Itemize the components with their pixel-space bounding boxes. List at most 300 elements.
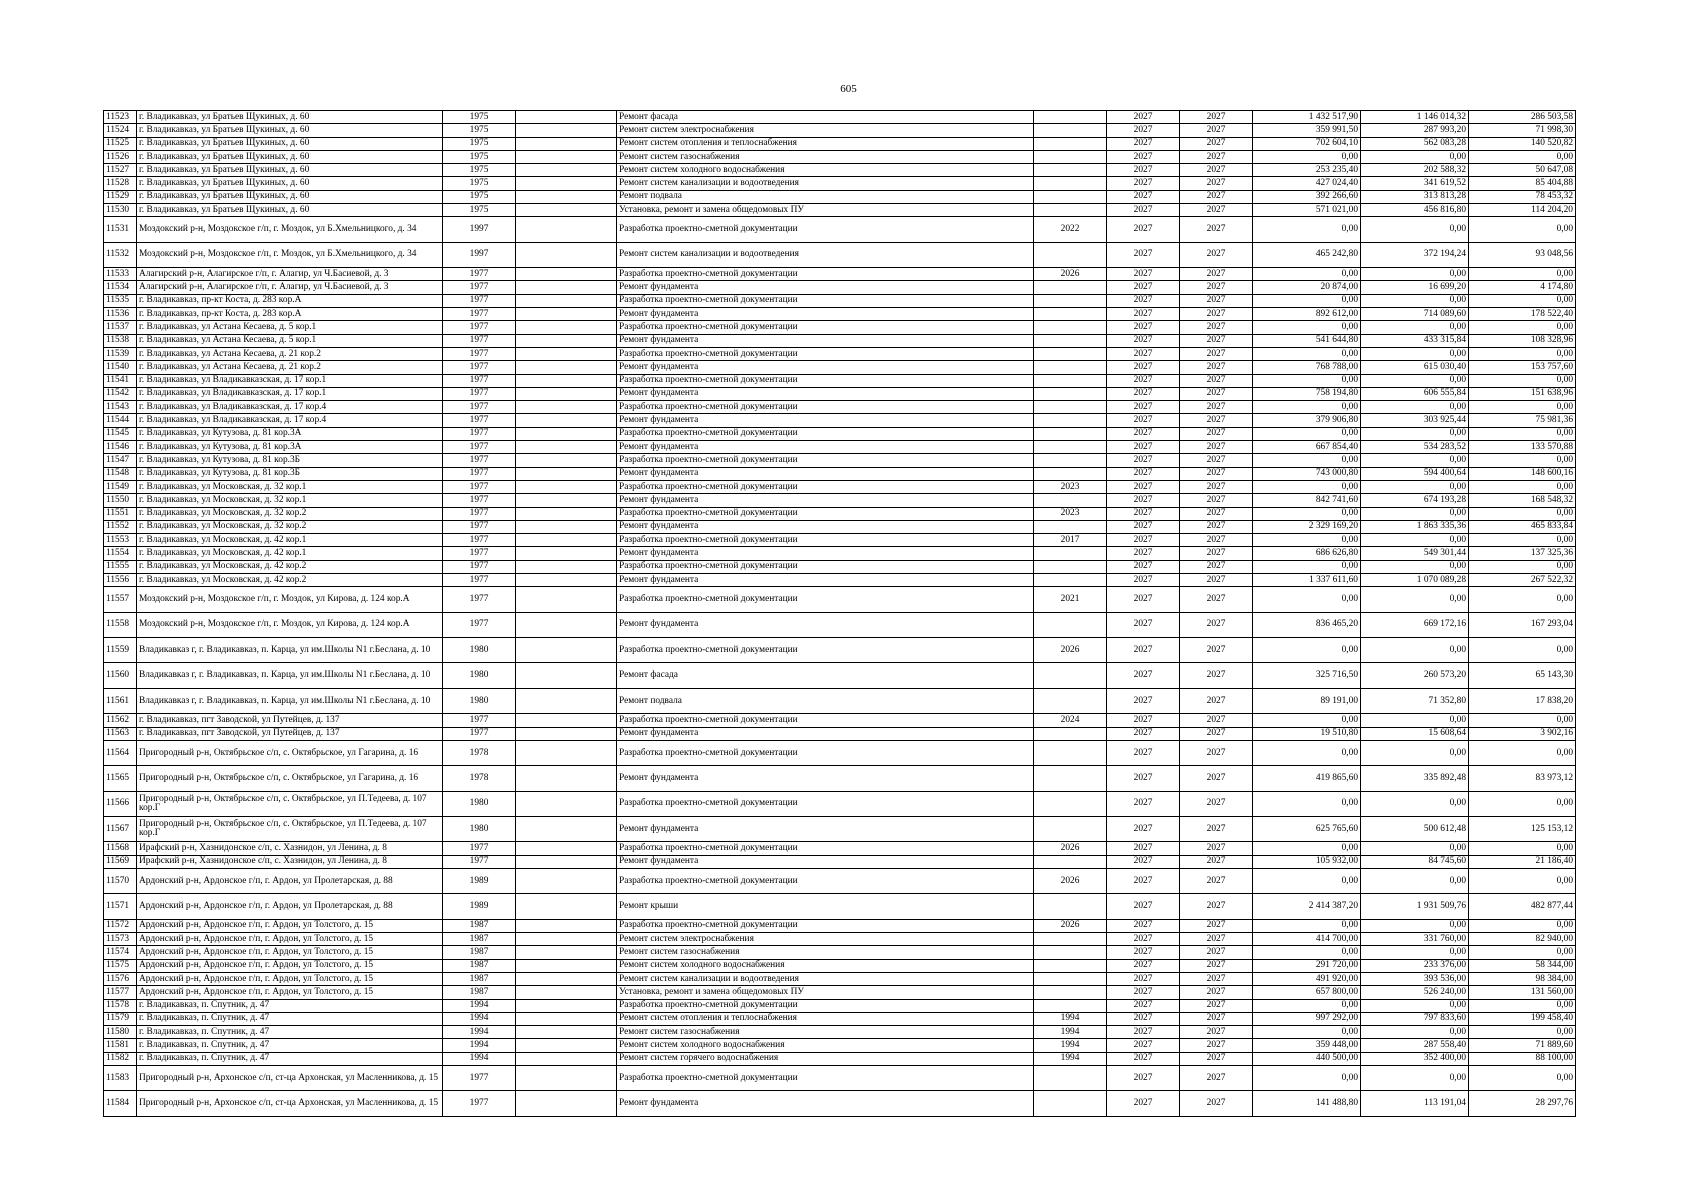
address-cell: г. Владикавказ, ул Московская, д. 42 кор.1 xyxy=(137,547,443,560)
fund-cost-cell: 526 240,00 xyxy=(1361,986,1469,999)
build-year-cell: 1977 xyxy=(443,1066,516,1091)
empty-cell xyxy=(516,1066,617,1091)
owner-cost-cell: 21 186,40 xyxy=(1469,855,1576,868)
owner-cost-cell: 0,00 xyxy=(1469,560,1576,573)
fund-cost-cell: 0,00 xyxy=(1361,842,1469,855)
work-type-cell: Разработка проектно-сметной документации xyxy=(617,999,1034,1012)
work-type-cell: Ремонт систем канализации и водоотведения xyxy=(617,972,1034,985)
row-number: 11541 xyxy=(104,374,137,387)
fund-cost-cell: 0,00 xyxy=(1361,638,1469,663)
plan-start-year-cell: 2027 xyxy=(1107,414,1180,427)
last-repair-year-cell xyxy=(1034,855,1107,868)
total-cost-cell: 571 021,00 xyxy=(1253,204,1361,217)
row-number: 11561 xyxy=(104,688,137,713)
owner-cost-cell: 125 153,12 xyxy=(1469,817,1576,842)
build-year-cell: 1975 xyxy=(443,190,516,203)
build-year-cell: 1977 xyxy=(443,374,516,387)
table-row xyxy=(104,573,1576,586)
address-cell: г. Владикавказ, ул Владикавказская, д. 17 кор.1 xyxy=(137,387,443,400)
last-repair-year-cell xyxy=(1034,190,1107,203)
row-number: 11524 xyxy=(104,124,137,137)
last-repair-year-cell xyxy=(1034,177,1107,190)
total-cost-cell: 325 716,50 xyxy=(1253,663,1361,688)
address-cell: г. Владикавказ, п. Спутник, д. 47 xyxy=(137,999,443,1012)
fund-cost-cell: 0,00 xyxy=(1361,217,1469,242)
empty-cell xyxy=(516,480,617,493)
table-row xyxy=(104,547,1576,560)
fund-cost-cell: 0,00 xyxy=(1361,268,1469,281)
row-number: 11570 xyxy=(104,868,137,893)
address-cell: г. Владикавказ, ул Владикавказская, д. 17 кор.4 xyxy=(137,401,443,414)
work-type-cell: Ремонт фасада xyxy=(617,663,1034,688)
empty-cell xyxy=(516,387,617,400)
last-repair-year-cell: 2023 xyxy=(1034,507,1107,520)
row-number: 11535 xyxy=(104,294,137,307)
empty-cell xyxy=(516,946,617,959)
row-number: 11558 xyxy=(104,612,137,637)
plan-start-year-cell: 2027 xyxy=(1107,766,1180,791)
last-repair-year-cell xyxy=(1034,321,1107,334)
total-cost-cell: 0,00 xyxy=(1253,268,1361,281)
plan-end-year-cell: 2027 xyxy=(1180,374,1253,387)
table-row xyxy=(104,986,1576,999)
last-repair-year-cell xyxy=(1034,361,1107,374)
row-number: 11552 xyxy=(104,520,137,533)
plan-end-year-cell: 2027 xyxy=(1180,204,1253,217)
total-cost-cell: 0,00 xyxy=(1253,321,1361,334)
total-cost-cell: 0,00 xyxy=(1253,480,1361,493)
last-repair-year-cell: 2023 xyxy=(1034,480,1107,493)
owner-cost-cell: 50 647,08 xyxy=(1469,164,1576,177)
address-cell: г. Владикавказ, пгт Заводской, ул Путейцев, д. 137 xyxy=(137,714,443,727)
build-year-cell: 1975 xyxy=(443,137,516,150)
address-cell: Пригородный р-н, Октябрьское с/п, с. Октябрьское, ул Гагарина, д. 16 xyxy=(137,740,443,765)
owner-cost-cell: 199 458,40 xyxy=(1469,1012,1576,1025)
total-cost-cell: 1 432 517,90 xyxy=(1253,111,1361,124)
row-number: 11527 xyxy=(104,164,137,177)
work-type-cell: Разработка проектно-сметной документации xyxy=(617,294,1034,307)
owner-cost-cell: 85 404,88 xyxy=(1469,177,1576,190)
table-row xyxy=(104,946,1576,959)
empty-cell xyxy=(516,663,617,688)
owner-cost-cell: 0,00 xyxy=(1469,268,1576,281)
last-repair-year-cell xyxy=(1034,414,1107,427)
owner-cost-cell: 286 503,58 xyxy=(1469,111,1576,124)
owner-cost-cell: 131 560,00 xyxy=(1469,986,1576,999)
row-number: 11580 xyxy=(104,1026,137,1039)
fund-cost-cell: 16 699,20 xyxy=(1361,281,1469,294)
fund-cost-cell: 615 030,40 xyxy=(1361,361,1469,374)
total-cost-cell: 667 854,40 xyxy=(1253,441,1361,454)
plan-end-year-cell: 2027 xyxy=(1180,441,1253,454)
total-cost-cell: 2 414 387,20 xyxy=(1253,894,1361,919)
address-cell: г. Владикавказ, пгт Заводской, ул Путейцев, д. 137 xyxy=(137,727,443,740)
work-type-cell: Ремонт фасада xyxy=(617,111,1034,124)
build-year-cell: 1987 xyxy=(443,959,516,972)
build-year-cell: 1975 xyxy=(443,111,516,124)
plan-start-year-cell: 2027 xyxy=(1107,894,1180,919)
build-year-cell: 1977 xyxy=(443,612,516,637)
table-row xyxy=(104,427,1576,440)
plan-end-year-cell: 2027 xyxy=(1180,268,1253,281)
plan-end-year-cell: 2027 xyxy=(1180,242,1253,267)
plan-start-year-cell: 2027 xyxy=(1107,1066,1180,1091)
address-cell: Ирафский р-н, Хазнидонское с/п, с. Хазнидон, ул Ленина, д. 8 xyxy=(137,855,443,868)
empty-cell xyxy=(516,124,617,137)
total-cost-cell: 359 991,50 xyxy=(1253,124,1361,137)
plan-end-year-cell: 2027 xyxy=(1180,507,1253,520)
plan-end-year-cell: 2027 xyxy=(1180,520,1253,533)
address-cell: г. Владикавказ, ул Братьев Щукиных, д. 60 xyxy=(137,177,443,190)
total-cost-cell: 686 626,80 xyxy=(1253,547,1361,560)
work-type-cell: Ремонт систем газоснабжения xyxy=(617,946,1034,959)
address-cell: Владикавказ г, г. Владикавказ, п. Карца, ул им.Школы N1 г.Беслана, д. 10 xyxy=(137,638,443,663)
empty-cell xyxy=(516,520,617,533)
total-cost-cell: 105 932,00 xyxy=(1253,855,1361,868)
last-repair-year-cell xyxy=(1034,740,1107,765)
plan-start-year-cell: 2027 xyxy=(1107,612,1180,637)
build-year-cell: 1977 xyxy=(443,714,516,727)
empty-cell xyxy=(516,150,617,163)
plan-start-year-cell: 2027 xyxy=(1107,111,1180,124)
row-number: 11530 xyxy=(104,204,137,217)
plan-start-year-cell: 2027 xyxy=(1107,663,1180,688)
work-type-cell: Ремонт подвала xyxy=(617,688,1034,713)
last-repair-year-cell xyxy=(1034,999,1107,1012)
fund-cost-cell: 594 400,64 xyxy=(1361,467,1469,480)
owner-cost-cell: 168 548,32 xyxy=(1469,494,1576,507)
plan-start-year-cell: 2027 xyxy=(1107,638,1180,663)
build-year-cell: 1977 xyxy=(443,321,516,334)
total-cost-cell: 743 000,80 xyxy=(1253,467,1361,480)
total-cost-cell: 0,00 xyxy=(1253,560,1361,573)
owner-cost-cell: 140 520,82 xyxy=(1469,137,1576,150)
owner-cost-cell: 0,00 xyxy=(1469,401,1576,414)
fund-cost-cell: 0,00 xyxy=(1361,868,1469,893)
build-year-cell: 1977 xyxy=(443,347,516,360)
table-row xyxy=(104,374,1576,387)
work-type-cell: Ремонт фундамента xyxy=(617,727,1034,740)
total-cost-cell: 291 720,00 xyxy=(1253,959,1361,972)
total-cost-cell: 0,00 xyxy=(1253,791,1361,816)
owner-cost-cell: 0,00 xyxy=(1469,791,1576,816)
row-number: 11544 xyxy=(104,414,137,427)
empty-cell xyxy=(516,740,617,765)
owner-cost-cell: 0,00 xyxy=(1469,454,1576,467)
plan-end-year-cell: 2027 xyxy=(1180,347,1253,360)
empty-cell xyxy=(516,560,617,573)
plan-end-year-cell: 2027 xyxy=(1180,401,1253,414)
empty-cell xyxy=(516,817,617,842)
owner-cost-cell: 0,00 xyxy=(1469,217,1576,242)
build-year-cell: 1977 xyxy=(443,281,516,294)
fund-cost-cell: 0,00 xyxy=(1361,401,1469,414)
last-repair-year-cell xyxy=(1034,817,1107,842)
last-repair-year-cell xyxy=(1034,972,1107,985)
table-row xyxy=(104,242,1576,267)
build-year-cell: 1977 xyxy=(443,387,516,400)
build-year-cell: 1994 xyxy=(443,1052,516,1065)
empty-cell xyxy=(516,933,617,946)
plan-start-year-cell: 2027 xyxy=(1107,547,1180,560)
owner-cost-cell: 0,00 xyxy=(1469,1026,1576,1039)
address-cell: г. Владикавказ, ул Братьев Щукиных, д. 60 xyxy=(137,164,443,177)
fund-cost-cell: 113 191,04 xyxy=(1361,1091,1469,1116)
empty-cell xyxy=(516,334,617,347)
fund-cost-cell: 202 588,32 xyxy=(1361,164,1469,177)
plan-start-year-cell: 2027 xyxy=(1107,150,1180,163)
work-type-cell: Ремонт систем канализации и водоотведения xyxy=(617,177,1034,190)
plan-start-year-cell: 2027 xyxy=(1107,855,1180,868)
empty-cell xyxy=(516,547,617,560)
address-cell: Владикавказ г, г. Владикавказ, п. Карца, ул им.Школы N1 г.Беслана, д. 10 xyxy=(137,688,443,713)
last-repair-year-cell: 2022 xyxy=(1034,217,1107,242)
plan-start-year-cell: 2027 xyxy=(1107,204,1180,217)
build-year-cell: 1994 xyxy=(443,1026,516,1039)
empty-cell xyxy=(516,1039,617,1052)
address-cell: Моздокский р-н, Моздокское г/п, г. Моздок, ул Б.Хмельницкого, д. 34 xyxy=(137,242,443,267)
empty-cell xyxy=(516,714,617,727)
row-number: 11537 xyxy=(104,321,137,334)
plan-start-year-cell: 2027 xyxy=(1107,933,1180,946)
row-number: 11540 xyxy=(104,361,137,374)
last-repair-year-cell xyxy=(1034,688,1107,713)
plan-start-year-cell: 2027 xyxy=(1107,534,1180,547)
total-cost-cell: 0,00 xyxy=(1253,638,1361,663)
plan-start-year-cell: 2027 xyxy=(1107,217,1180,242)
row-number: 11578 xyxy=(104,999,137,1012)
plan-end-year-cell: 2027 xyxy=(1180,217,1253,242)
table-row xyxy=(104,740,1576,765)
last-repair-year-cell xyxy=(1034,281,1107,294)
total-cost-cell: 0,00 xyxy=(1253,1026,1361,1039)
total-cost-cell: 0,00 xyxy=(1253,587,1361,612)
total-cost-cell: 702 604,10 xyxy=(1253,137,1361,150)
total-cost-cell: 0,00 xyxy=(1253,454,1361,467)
fund-cost-cell: 303 925,44 xyxy=(1361,414,1469,427)
plan-start-year-cell: 2027 xyxy=(1107,573,1180,586)
plan-end-year-cell: 2027 xyxy=(1180,111,1253,124)
last-repair-year-cell xyxy=(1034,467,1107,480)
address-cell: г. Владикавказ, ул Астана Кесаева, д. 5 кор.1 xyxy=(137,334,443,347)
row-number: 11533 xyxy=(104,268,137,281)
plan-start-year-cell: 2027 xyxy=(1107,959,1180,972)
last-repair-year-cell: 2026 xyxy=(1034,919,1107,932)
address-cell: Ардонский р-н, Ардонское г/п, г. Ардон, ул Толстого, д. 15 xyxy=(137,986,443,999)
fund-cost-cell: 331 760,00 xyxy=(1361,933,1469,946)
fund-cost-cell: 0,00 xyxy=(1361,560,1469,573)
last-repair-year-cell xyxy=(1034,520,1107,533)
empty-cell xyxy=(516,111,617,124)
build-year-cell: 1980 xyxy=(443,663,516,688)
address-cell: г. Владикавказ, ул Московская, д. 32 кор.1 xyxy=(137,494,443,507)
empty-cell xyxy=(516,855,617,868)
plan-end-year-cell: 2027 xyxy=(1180,164,1253,177)
build-year-cell: 1977 xyxy=(443,573,516,586)
empty-cell xyxy=(516,868,617,893)
empty-cell xyxy=(516,959,617,972)
address-cell: г. Владикавказ, ул Братьев Щукиных, д. 60 xyxy=(137,137,443,150)
build-year-cell: 1975 xyxy=(443,150,516,163)
work-type-cell: Ремонт фундамента xyxy=(617,414,1034,427)
total-cost-cell: 253 235,40 xyxy=(1253,164,1361,177)
build-year-cell: 1977 xyxy=(443,534,516,547)
work-type-cell: Разработка проектно-сметной документации xyxy=(617,454,1034,467)
address-cell: Ардонский р-н, Ардонское г/п, г. Ардон, ул Толстого, д. 15 xyxy=(137,946,443,959)
table-row xyxy=(104,1026,1576,1039)
address-cell: г. Владикавказ, ул Московская, д. 42 кор.2 xyxy=(137,560,443,573)
build-year-cell: 1977 xyxy=(443,294,516,307)
address-cell: г. Владикавказ, ул Братьев Щукиных, д. 60 xyxy=(137,190,443,203)
last-repair-year-cell xyxy=(1034,560,1107,573)
owner-cost-cell: 133 570,88 xyxy=(1469,441,1576,454)
plan-start-year-cell: 2027 xyxy=(1107,1039,1180,1052)
work-type-cell: Разработка проектно-сметной документации xyxy=(617,791,1034,816)
total-cost-cell: 379 906,80 xyxy=(1253,414,1361,427)
repair-program-table xyxy=(103,110,1576,1117)
plan-end-year-cell: 2027 xyxy=(1180,177,1253,190)
last-repair-year-cell xyxy=(1034,334,1107,347)
row-number: 11574 xyxy=(104,946,137,959)
build-year-cell: 1987 xyxy=(443,919,516,932)
fund-cost-cell: 0,00 xyxy=(1361,999,1469,1012)
plan-start-year-cell: 2027 xyxy=(1107,177,1180,190)
work-type-cell: Разработка проектно-сметной документации xyxy=(617,868,1034,893)
fund-cost-cell: 15 608,64 xyxy=(1361,727,1469,740)
empty-cell xyxy=(516,414,617,427)
plan-start-year-cell: 2027 xyxy=(1107,587,1180,612)
owner-cost-cell: 0,00 xyxy=(1469,480,1576,493)
fund-cost-cell: 260 573,20 xyxy=(1361,663,1469,688)
empty-cell xyxy=(516,791,617,816)
work-type-cell: Ремонт систем холодного водоснабжения xyxy=(617,1039,1034,1052)
total-cost-cell: 0,00 xyxy=(1253,534,1361,547)
fund-cost-cell: 433 315,84 xyxy=(1361,334,1469,347)
last-repair-year-cell: 1994 xyxy=(1034,1012,1107,1025)
total-cost-cell: 0,00 xyxy=(1253,1066,1361,1091)
fund-cost-cell: 352 400,00 xyxy=(1361,1052,1469,1065)
build-year-cell: 1975 xyxy=(443,164,516,177)
table-row xyxy=(104,217,1576,242)
total-cost-cell: 0,00 xyxy=(1253,150,1361,163)
row-number: 11548 xyxy=(104,467,137,480)
last-repair-year-cell: 2024 xyxy=(1034,714,1107,727)
last-repair-year-cell xyxy=(1034,441,1107,454)
owner-cost-cell: 17 838,20 xyxy=(1469,688,1576,713)
build-year-cell: 1987 xyxy=(443,933,516,946)
plan-start-year-cell: 2027 xyxy=(1107,740,1180,765)
total-cost-cell: 625 765,60 xyxy=(1253,817,1361,842)
empty-cell xyxy=(516,374,617,387)
total-cost-cell: 0,00 xyxy=(1253,294,1361,307)
empty-cell xyxy=(516,281,617,294)
last-repair-year-cell xyxy=(1034,294,1107,307)
plan-end-year-cell: 2027 xyxy=(1180,1052,1253,1065)
owner-cost-cell: 98 384,00 xyxy=(1469,972,1576,985)
plan-end-year-cell: 2027 xyxy=(1180,1026,1253,1039)
table-row xyxy=(104,124,1576,137)
plan-start-year-cell: 2027 xyxy=(1107,334,1180,347)
empty-cell xyxy=(516,217,617,242)
build-year-cell: 1977 xyxy=(443,1091,516,1116)
fund-cost-cell: 0,00 xyxy=(1361,1066,1469,1091)
plan-start-year-cell: 2027 xyxy=(1107,281,1180,294)
plan-end-year-cell: 2027 xyxy=(1180,791,1253,816)
work-type-cell: Ремонт крыши xyxy=(617,894,1034,919)
owner-cost-cell: 0,00 xyxy=(1469,946,1576,959)
empty-cell xyxy=(516,986,617,999)
last-repair-year-cell: 2026 xyxy=(1034,268,1107,281)
last-repair-year-cell xyxy=(1034,454,1107,467)
owner-cost-cell: 83 973,12 xyxy=(1469,766,1576,791)
table-row xyxy=(104,294,1576,307)
fund-cost-cell: 1 146 014,32 xyxy=(1361,111,1469,124)
last-repair-year-cell xyxy=(1034,612,1107,637)
table-row xyxy=(104,919,1576,932)
fund-cost-cell: 0,00 xyxy=(1361,791,1469,816)
work-type-cell: Ремонт фундамента xyxy=(617,334,1034,347)
address-cell: г. Владикавказ, ул Астана Кесаева, д. 5 кор.1 xyxy=(137,321,443,334)
fund-cost-cell: 1 863 335,36 xyxy=(1361,520,1469,533)
owner-cost-cell: 93 048,56 xyxy=(1469,242,1576,267)
total-cost-cell: 2 329 169,20 xyxy=(1253,520,1361,533)
work-type-cell: Разработка проектно-сметной документации xyxy=(617,587,1034,612)
address-cell: г. Владикавказ, ул Московская, д. 32 кор.1 xyxy=(137,480,443,493)
empty-cell xyxy=(516,441,617,454)
address-cell: Алагирский р-н, Алагирское г/п, г. Алагир, ул Ч.Басиевой, д. 3 xyxy=(137,281,443,294)
fund-cost-cell: 0,00 xyxy=(1361,534,1469,547)
build-year-cell: 1975 xyxy=(443,204,516,217)
build-year-cell: 1997 xyxy=(443,242,516,267)
row-number: 11550 xyxy=(104,494,137,507)
build-year-cell: 1980 xyxy=(443,791,516,816)
fund-cost-cell: 393 536,00 xyxy=(1361,972,1469,985)
address-cell: Пригородный р-н, Архонское с/п, ст-ца Архонская, ул Масленникова, д. 15 xyxy=(137,1066,443,1091)
owner-cost-cell: 482 877,44 xyxy=(1469,894,1576,919)
total-cost-cell: 427 024,40 xyxy=(1253,177,1361,190)
owner-cost-cell: 267 522,32 xyxy=(1469,573,1576,586)
owner-cost-cell: 0,00 xyxy=(1469,919,1576,932)
table-row xyxy=(104,177,1576,190)
empty-cell xyxy=(516,268,617,281)
last-repair-year-cell xyxy=(1034,111,1107,124)
last-repair-year-cell xyxy=(1034,124,1107,137)
total-cost-cell: 0,00 xyxy=(1253,999,1361,1012)
total-cost-cell: 20 874,00 xyxy=(1253,281,1361,294)
last-repair-year-cell: 2017 xyxy=(1034,534,1107,547)
last-repair-year-cell xyxy=(1034,894,1107,919)
plan-end-year-cell: 2027 xyxy=(1180,868,1253,893)
address-cell: г. Владикавказ, ул Кутузова, д. 81 кор.3А xyxy=(137,441,443,454)
address-cell: г. Владикавказ, п. Спутник, д. 47 xyxy=(137,1026,443,1039)
last-repair-year-cell xyxy=(1034,933,1107,946)
fund-cost-cell: 0,00 xyxy=(1361,347,1469,360)
work-type-cell: Ремонт систем газоснабжения xyxy=(617,1026,1034,1039)
table-row xyxy=(104,663,1576,688)
plan-start-year-cell: 2027 xyxy=(1107,164,1180,177)
empty-cell xyxy=(516,242,617,267)
address-cell: Ардонский р-н, Ардонское г/п, г. Ардон, ул Пролетарская, д. 88 xyxy=(137,868,443,893)
last-repair-year-cell xyxy=(1034,204,1107,217)
address-cell: Пригородный р-н, Октябрьское с/п, с. Октябрьское, ул Гагарина, д. 16 xyxy=(137,766,443,791)
total-cost-cell: 0,00 xyxy=(1253,946,1361,959)
total-cost-cell: 392 266,60 xyxy=(1253,190,1361,203)
owner-cost-cell: 0,00 xyxy=(1469,714,1576,727)
total-cost-cell: 419 865,60 xyxy=(1253,766,1361,791)
build-year-cell: 1994 xyxy=(443,1012,516,1025)
table-row xyxy=(104,387,1576,400)
build-year-cell: 1977 xyxy=(443,842,516,855)
